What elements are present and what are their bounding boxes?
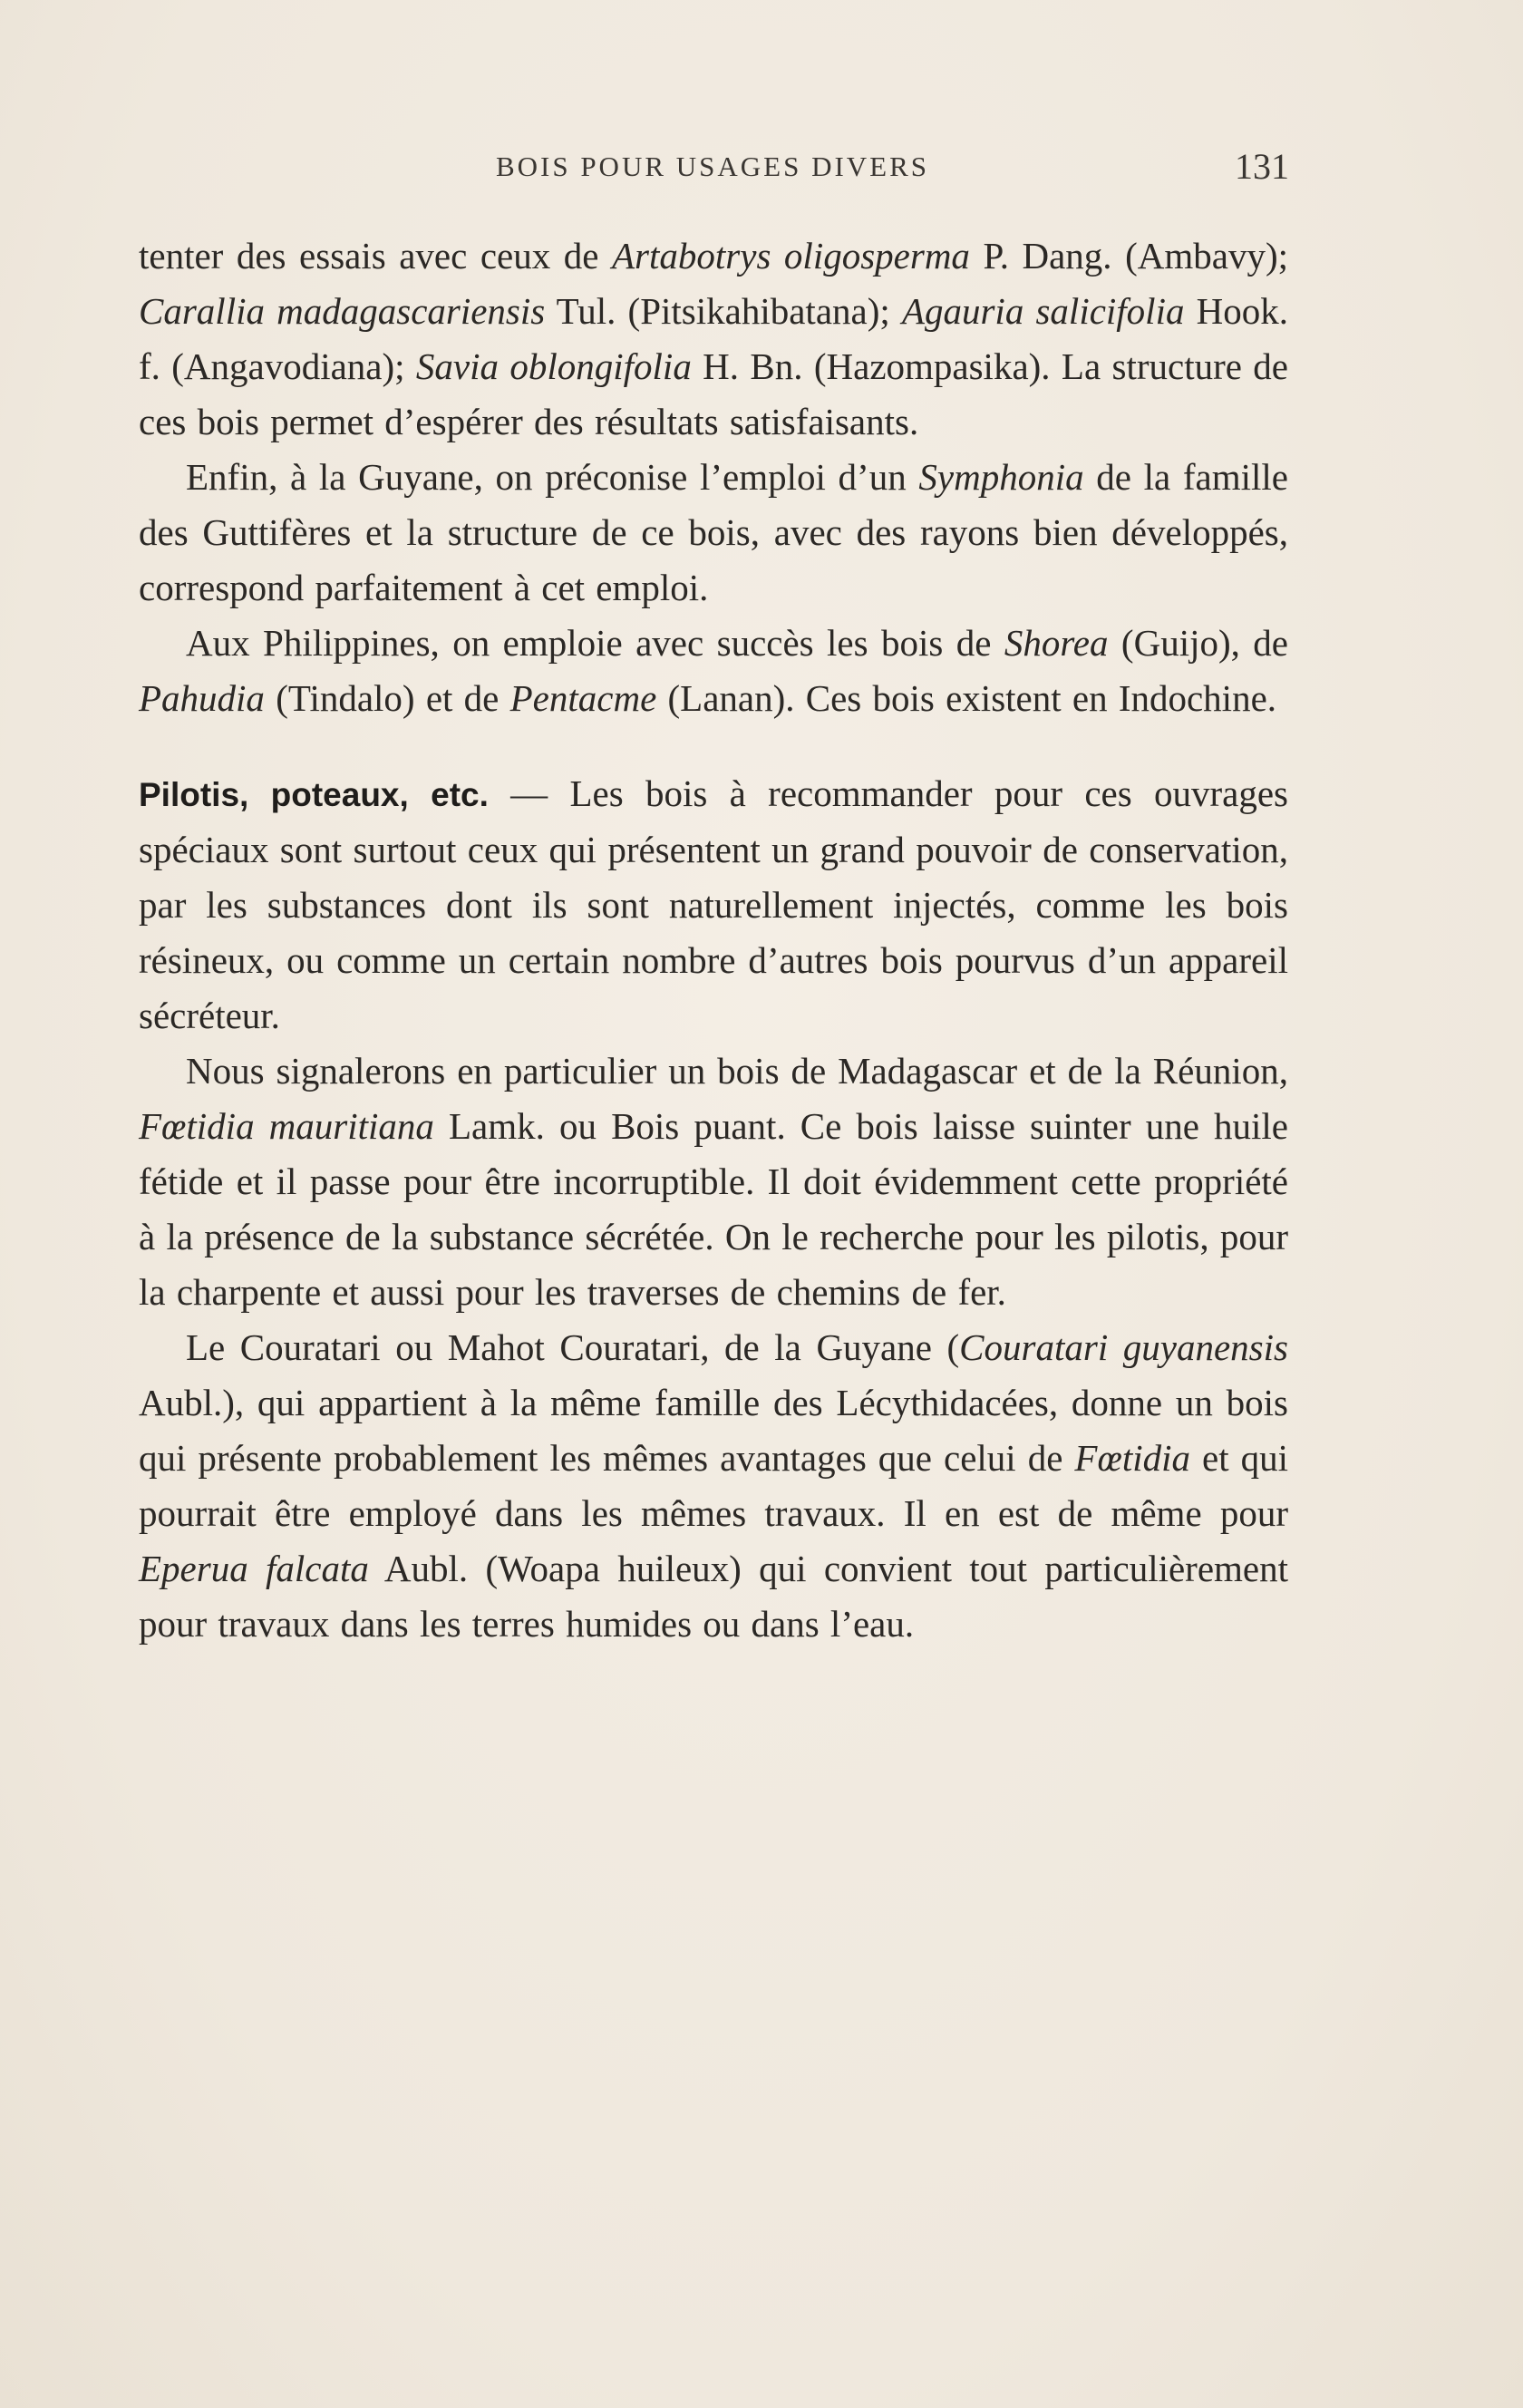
text-run: et qui pourrait être employé dans les mêmes travaux. Il en est de même pour (139, 1437, 1289, 1534)
species-name: Pahudia (139, 677, 265, 719)
text-run: Tul. (Pitsikahibatana); (545, 290, 902, 332)
text-run: (Lanan). Ces bois existent en Indochine. (656, 677, 1277, 719)
paragraph-4 (139, 766, 1288, 1044)
text-run: Aubl.), qui appartient à la même famille des Lécythidacées, donne un bois qui présente probablement les mêmes avantages que celui de (139, 1382, 1288, 1479)
species-name: Carallia madagascariensis (139, 290, 546, 332)
section-heading: Pilotis, poteaux, etc. (139, 776, 489, 813)
page-body (139, 228, 1288, 1652)
paragraph-2 (139, 450, 1288, 616)
page-number: 131 (1235, 146, 1289, 187)
species-name: Agauria salicifolia (901, 290, 1185, 332)
paragraph-1 (139, 228, 1288, 450)
species-name: Shorea (1004, 622, 1109, 664)
species-name: Fœtidia (1074, 1437, 1190, 1479)
species-name: Symphonia (918, 456, 1084, 498)
text-run: Aux Philippines, on emploie avec succès les bois de (186, 622, 1004, 664)
text-run: H. Bn. (Hazompasika). La structure de ces bois permet d’espérer des résultats satisfaisants. (139, 345, 1289, 442)
text-run: Hook. f. (Angavodiana); (139, 290, 1288, 387)
running-title: BOIS POUR USAGES DIVERS (495, 150, 930, 182)
species-name: Fœtidia mauritiana (139, 1105, 434, 1147)
text-run: tenter des essais avec ceux de (139, 235, 613, 277)
species-name: Artabotrys oligosperma (612, 235, 970, 277)
text-run: — Les bois à recommander pour ces ouvrages spéciaux sont surtout ceux qui présentent un grand pouvoir de conservation, par les substances dont ils sont naturellement injectés, comme les bois résineux, ou comme un certain nombre d’autres bois pourvus d’un appareil sécréteur. (139, 772, 1288, 1036)
paragraph-6 (139, 1320, 1288, 1652)
text-run: Enfin, à la Guyane, on préconise l’emploi d’un (186, 456, 919, 498)
species-name: Pentacme (509, 677, 657, 719)
text-run: Lamk. ou Bois puant. Ce bois laisse suinter une huile fétide et il passe pour être incorruptible. Il doit évidemment cette propriété à la présence de la substance sécrétée. On le recherche pour les pilotis, pour la charpente et aussi pour les traverses de chemins de fer. (139, 1105, 1288, 1313)
text-run: de la famille des Guttifères et la structure de ce bois, avec des rayons bien développés, correspond parfaitement à cet emploi. (139, 456, 1288, 608)
species-name: Savia oblongifolia (415, 345, 692, 387)
species-name: Couratari guyanensis (959, 1326, 1288, 1368)
paragraph-5 (139, 1044, 1288, 1320)
page-header (136, 145, 1289, 199)
paragraph-3 (139, 616, 1288, 726)
text-run: (Guijo), de (1108, 622, 1288, 664)
text-run: Nous signalerons en particulier un bois de Madagascar et de la Réunion, (186, 1050, 1288, 1092)
species-name: Eperua falcata (139, 1548, 369, 1589)
text-run: Aubl. (Woapa huileux) qui convient tout particulièrement pour travaux dans les terres humides ou dans l’eau. (139, 1548, 1289, 1645)
text-run: (Tindalo) et de (264, 677, 510, 719)
text-run: P. Dang. (Ambavy); (969, 235, 1288, 277)
text-run: Le Couratari ou Mahot Couratari, de la Guyane ( (186, 1326, 960, 1368)
